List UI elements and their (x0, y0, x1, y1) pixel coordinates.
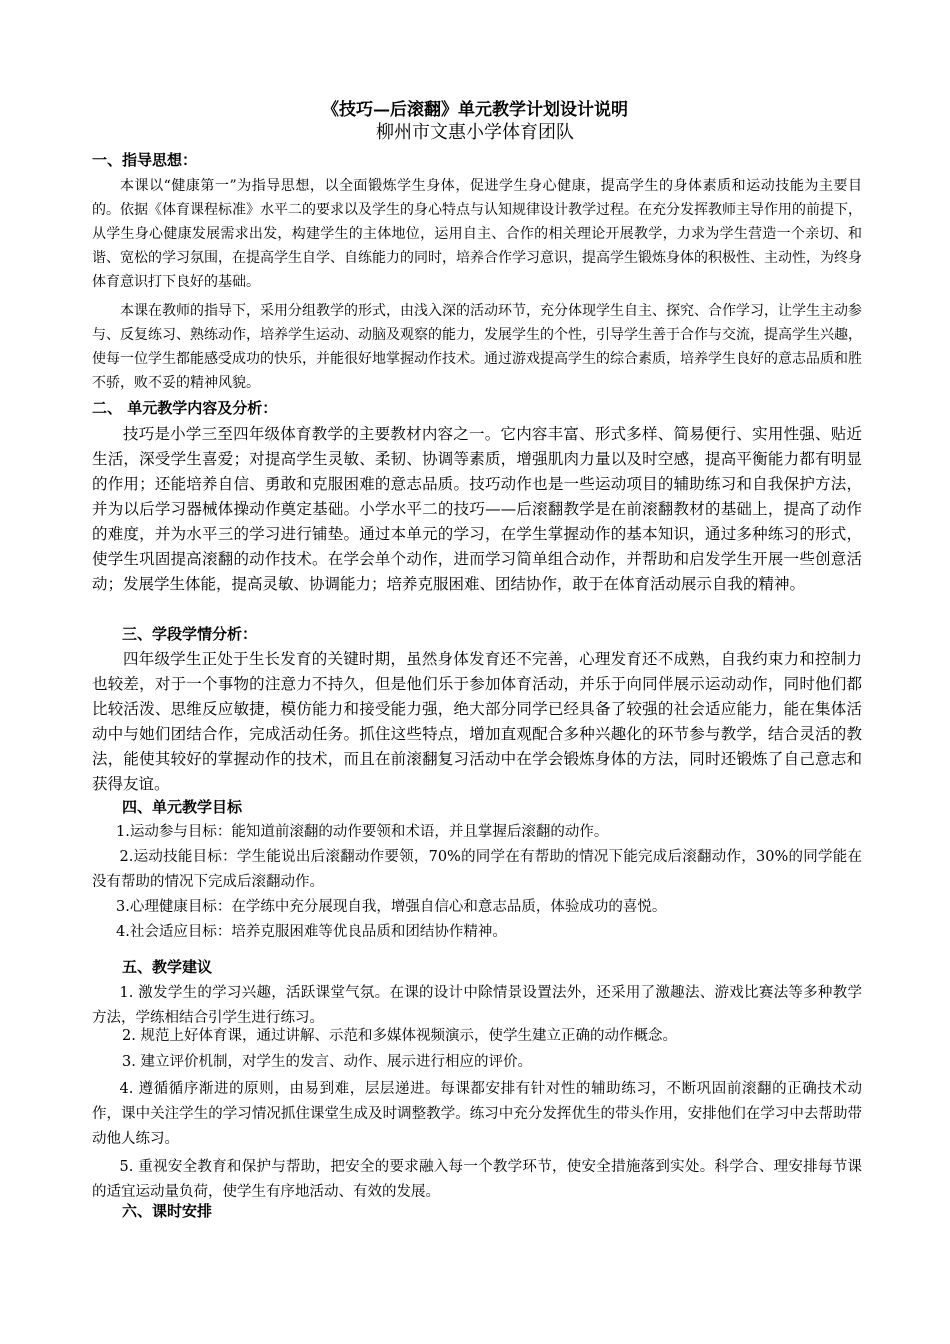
section-3-heading: 三、学段学情分析： (122, 625, 258, 643)
section-6-heading: 六、课时安排 (122, 1202, 213, 1220)
document-title: 《技巧—后滚翻》单元教学计划设计说明 (322, 100, 628, 120)
goal-3: 3.心理健康目标：在学练中充分展现自我，增强自信心和意志品质，体验成功的喜悦。 (116, 899, 667, 915)
suggestion-1: 1. 激发学生的学习兴趣，活跃课堂气氛。在课的设计中除情景设置法外，还采用了激趣法、游戏比赛法等多种教学方法，学练相结合引学生进行练习。 (92, 985, 862, 1026)
suggestion-5: 5. 重视安全教育和保护与帮助，把安全的要求融入每一个教学环节，使安全措施落到实处。科学合、理安排每节课的适宜运动量负荷，使学生有序地活动、有效的发展。 (92, 1159, 862, 1200)
suggestion-2: 2. 规范上好体育课，通过讲解、示范和多媒体视频演示，使学生建立正确的动作概念。 (122, 1028, 677, 1044)
goal-4: 4.社会适应目标：培养克服困难等优良品质和团结协作精神。 (116, 924, 507, 940)
section-3-paragraph-1: 四年级学生正处于生长发育的关键时期，虽然身体发育还不完善，心理发育还不成熟，自我约束力和控制力也较差，对于一个事物的注意力不持久，但是他们乐于参加体育活动，并乐于向同伴展示运动动作，同时他们都比较活泼、思维反应敏捷，模仿能力和接受能力强，绝大部分同学已经具备了较强的社会适应能力，能在集体活动中与她们团结合作，完成活动任务。抓住这些特点，增加直观配合多种兴趣化的环节参与教学，结合灵活的教法，能使其较好的掌握动作的技术，而且在前滚翻复习活动中在学会锻炼身体的方法，同时还锻炼了自己意志和获得友谊。 (92, 650, 862, 793)
goal-2: 2.运动技能目标：学生能说出后滚翻动作要领，70%的同学在有帮助的情况下能完成后滚翻动作，30%的同学能在没有帮助的情况下完成后滚翻动作。 (92, 849, 862, 890)
section-1-paragraph-1: 本课以“健康第一”为指导思想，以全面锻炼学生身体，促进学生身心健康，提高学生的身体素质和运动技能为主要目的。依据《体育课程标准》水平二的要求以及学生的身心特点与认知规律设计教学过程。在充分发挥教师主导作用的前提下，从学生身心健康发展需求出发，构建学生的主体地位，运用自主、合作的相关理论开展教学，力求为学生营造一个亲切、和谐、宽松的学习氛围，在提高学生自学、自练能力的同时，培养合作学习意识，提高学生锻炼身体的积极性、主动性，为终身体育意识打下良好的基础。 (92, 178, 862, 290)
section-2-paragraph-1: 技巧是小学三至四年级体育教学的主要教材内容之一。它内容丰富、形式多样、简易便行、实用性强、贴近生活，深受学生喜爱；对提高学生灵敏、柔韧、协调等素质，增强肌肉力量以及时空感，提高平衡能力都有明显的作用；还能培养自信、勇敢和克服困难的意志品质。技巧动作也是一些运动项目的辅助练习和自我保护方法，并为以后学习器械体操动作奠定基础。小学水平二的技巧——后滚翻教学是在前滚翻教材的基础上，提高了动作的难度，并为水平三的学习进行铺垫。通过本单元的学习，在学生掌握动作的基本知识，通过多种练习的形式，使学生巩固提高滚翻的动作技术。在学会单个动作，进而学习简单组合动作，并帮助和启发学生开展一些创意活动；发展学生体能，提高灵敏、协调能力；培养克服困难、团结协作，敢于在体育活动展示自我的精神。 (92, 425, 862, 593)
section-1-heading: 一、指导思想： (92, 151, 198, 169)
section-2-heading: 二、 单元教学内容及分析： (92, 399, 278, 417)
suggestion-4: 4. 遵循循序渐进的原则，由易到难，层层递进。每课都安排有针对性的辅助练习，不断巩固前滚翻的正确技术动作，课中关注学生的学习情况抓住课堂生成及时调整教学。练习中充分发挥优生的带头作用，安排他们在学习中去帮助带动他人练习。 (92, 1081, 862, 1147)
section-4-heading: 四、单元教学目标 (122, 798, 243, 816)
section-5-heading: 五、教学建议 (122, 958, 213, 976)
suggestion-3: 3. 建立评价机制，对学生的发言、动作、展示进行相应的评价。 (122, 1054, 532, 1070)
goal-1: 1.运动参与目标：能知道前滚翻的动作要领和术语，并且掌握后滚翻的动作。 (116, 824, 609, 840)
section-1-paragraph-2: 本课在教师的指导下，采用分组教学的形式，由浅入深的活动环节，充分体现学生自主、探究、合作学习，让学生主动参与、反复练习、熟练动作，培养学生运动、动脑及观察的能力，发展学生的个性，引导学生善于合作与交流，提高学生兴趣，使每一位学生都能感受成功的快乐，并能很好地掌握动作技术。通过游戏提高学生的综合素质，培养学生良好的意志品质和胜不骄，败不妥的精神风貌。 (92, 303, 862, 391)
document-subtitle: 柳州市文惠小学体育团队 (376, 122, 574, 143)
